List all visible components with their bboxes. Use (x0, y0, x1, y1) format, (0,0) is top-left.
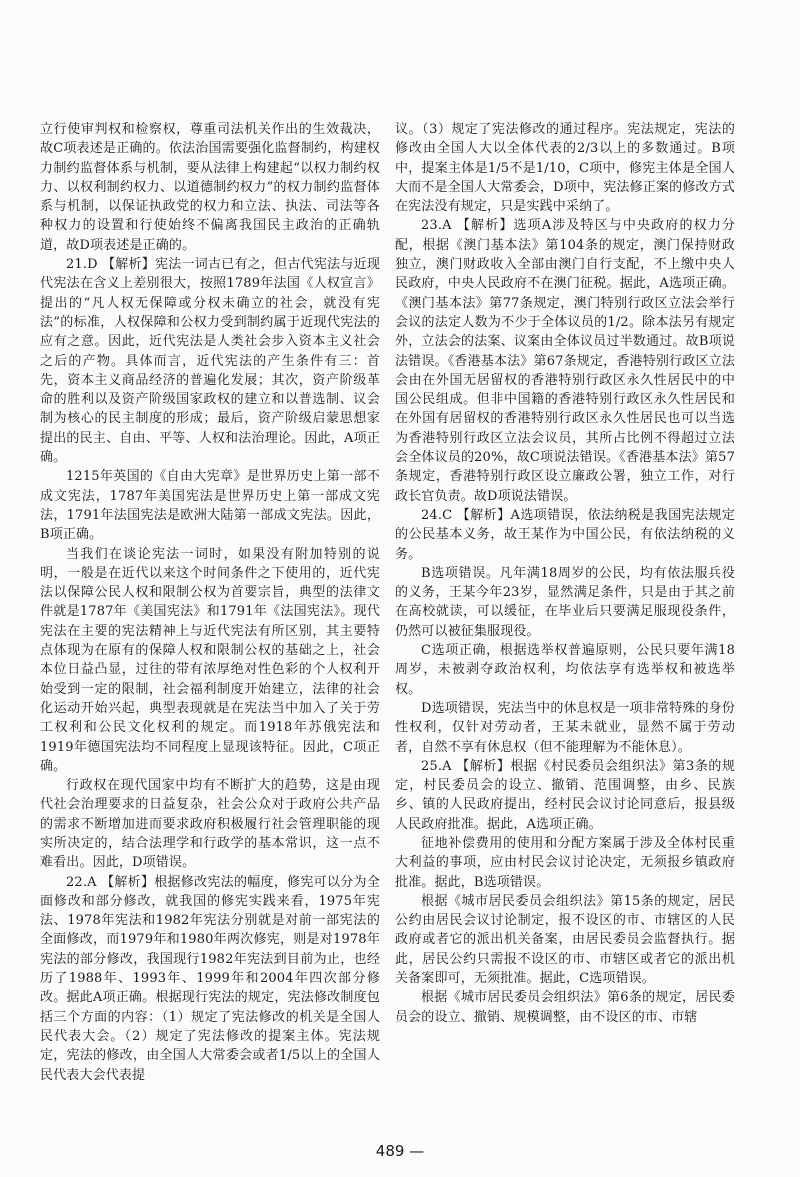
paragraph: 21.D 【解析】宪法一词古已有之，但古代宪法与近现代宪法在含义上差别很大，按照1789年法国《人权宣言》提出的“凡人权无保障或分权未确立的社会，就没有宪法”的标准，人权保障和公权力受到制约属于近现代宪法的应有之意。因此，近代宪法是人类社会步入资本主义社会之后的产物。具体而言，近代宪法的产生条件有三：首先，资本主义商品经济的普遍化发展；其次，资产阶级革命的胜利以及资产阶级国家政权的建立和以普选制、议会制为核心的民主制度的形成；最后，资产阶级启蒙思想家提出的民主、自由、平等、人权和法治理论。因此，A项正确。 (40, 257, 380, 466)
paragraph: 根据《城市居民委员会组织法》第15条的规定，居民公约由居民会议讨论制定，报不设区的市、市辖区的人民政府或者它的派出机关备案，由居民委员会监督执行。据此，居民公约只需报不设区的市、市辖区或者它的派出机关备案即可，无须批准。据此，C选项错误。 (395, 893, 735, 987)
paragraph: D选项错误，宪法当中的休息权是一项非常特殊的身份性权利，仅针对劳动者，王某未就业，显然不属于劳动者，自然不享有休息权（但不能理解为不能休息）。 (395, 700, 735, 755)
paragraph: 24.C 【解析】A选项错误，依法纳税是我国宪法规定的公民基本义务，故王某作为中国公民，有依法纳税的义务。 (395, 507, 735, 562)
paragraph: 当我们在谈论宪法一词时，如果没有附加特别的说明，一般是在近代以来这个时间条件之下使用的，近代宪法以保障公民人权和限制公权为首要宗旨，典型的法律文件就是1787年《美国宪法》和1791年《法国宪法》。现代宪法在主要的宪法精神上与近代宪法有所区别，其主要特点体现为在原有的保障人权和限制公权的基础之上，社会本位日益凸显，过往的带有浓厚绝对性色彩的个人权利开始受到一定的限制，社会福利制度开始建立，法律的社会化运动开始兴起，典型表现就是在宪法当中加入了关于劳工权利和公民文化权利的规定。而1918年苏俄宪法和1919年德国宪法均不同程度上显现该特征。因此，C项正确。 (40, 546, 380, 774)
paragraph: 行政权在现代国家中均有不断扩大的趋势，这是由现代社会治理要求的日益复杂，社会公众对于政府公共产品的需求不断增加进而要求政府积极履行社会管理职能的现实所决定的，结合法理学和行政学的基本常识，这一点不难看出。因此，D项错误。 (40, 778, 380, 871)
paragraph: 根据《城市居民委员会组织法》第6条的规定，居民委员会的设立、撤销、规模调整，由不设区的市、市辖 (395, 990, 735, 1025)
paragraph: 立行使审判权和检察权，尊重司法机关作出的生效裁决，故C项表述是正确的。依法治国需要强化监督制约，构建权力制约监督体系与机制，要从法律上构建起“以权力制约权力、以权利制约权力、以道德制约权力”的权力制约监督体系与机制，以保证执政党的权力和立法、执法、司法等各种权力的设置和行使始终不偏离我国民主政治的正确轨道，故D项表述是正确的。 (40, 122, 380, 253)
left-column (40, 120, 380, 1085)
paragraph: C选项正确，根据选举权普遍原则，公民只要年满18周岁，未被剥夺政治权利，均依法享有选举权和被选举权。 (395, 643, 735, 697)
paragraph: B选项错误。凡年满18周岁的公民，均有依法服兵役的义务，王某今年23岁，显然满足条件，只是由于其之前在高校就读，可以缓征，在毕业后只要满足服现役条件，仍然可以被征集服现役。 (395, 565, 735, 639)
paragraph: 25.A 【解析】根据《村民委员会组织法》第3条的规定，村民委员会的设立、撤销、范围调整，由乡、民族乡、镇的人民政府提出，经村民会议讨论同意后，报县级人民政府批准。据此，A选项正确。 (395, 758, 735, 832)
paragraph: 议。（3）规定了宪法修改的通过程序。宪法规定，宪法的修改由全国人大以全体代表的2/3以上的多数通过。B项中，提案主体是1/5不是1/10，C项中，修宪主体是全国人大而不是全国人大常委会，D项中，宪法修正案的修改方式在宪法没有规定，只是实践中采纳了。 (395, 122, 735, 215)
paragraph: 1215年英国的《自由大宪章》是世界历史上第一部不成文宪法，1787年美国宪法是世界历史上第一部成文宪法，1791年法国宪法是欧洲大陆第一部成文宪法。因此，B项正确。 (40, 469, 380, 543)
paragraph: 22.A 【解析】根据修改宪法的幅度，修宪可以分为全面修改和部分修改，就我国的修宪实践来看，1975年宪法、1978年宪法和1982年宪法分别就是对前一部宪法的全面修改，而1979年和1980年两次修宪，则是对1978年宪法的部分修改，我国现行1982年宪法到目前为止，也经历了1988年、1993年、1999年和2004年四次部分修改。据此A项正确。根据现行宪法的规定，宪法修改制度包括三个方面的内容：（1）规定了宪法修改的机关是全国人民代表大会。（2）规定了宪法修改的提案主体。宪法规定，宪法的修改，由全国人大常委会或者1/5以上的全国人民代表大会代表提 (40, 874, 380, 1083)
page-number: 489 — (375, 1142, 425, 1160)
right-column (395, 120, 735, 1027)
paragraph: 23.A 【解析】选项A涉及特区与中央政府的权力分配，根据《澳门基本法》第104条的规定，澳门保持财政独立，澳门财政收入全部由澳门自行支配，不上缴中央人民政府，中央人民政府不在澳门征税。据此，A选项正确。《澳门基本法》第77条规定，澳门特别行政区立法会举行会议的法定人数为不少于全体议员的1/2。除本法另有规定外，立法会的法案、议案由全体议员过半数通过。故B项说法错误。《香港基本法》第67条规定，香港特别行政区立法会由在外国无居留权的香港特别行政区永久性居民中的中国公民组成。但非中国籍的香港特别行政区永久性居民和在外国有居留权的香港特别行政区永久性居民也可以当选为香港特别行政区立法会议员，其所占比例不得超过立法会全体议员的20%，故C项说法错误。《香港基本法》第57条规定，香港特别行政区设立廉政公署，独立工作，对行政长官负责。故D项说法错误。 (395, 218, 735, 504)
paragraph: 征地补偿费用的使用和分配方案属于涉及全体村民重大利益的事项，应由村民会议讨论决定，无须报乡镇政府批准。据此，B选项错误。 (395, 835, 735, 890)
